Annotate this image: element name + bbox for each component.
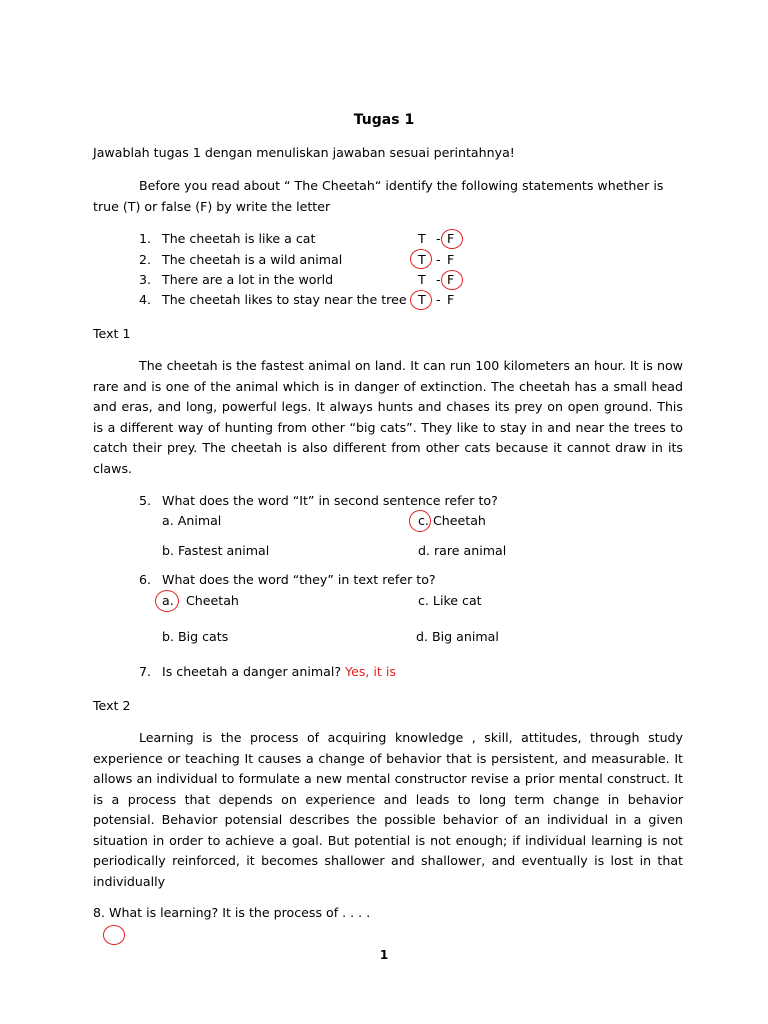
answer-circle-a xyxy=(155,590,179,612)
intro-line-2: true (T) or false (F) by write the letter xyxy=(93,199,331,214)
question-number: 5. xyxy=(139,493,152,508)
true-option: T xyxy=(418,231,426,246)
statement-text: The cheetah likes to stay near the tree xyxy=(162,292,407,307)
dash: - xyxy=(436,252,441,267)
question-7-line xyxy=(162,664,396,680)
false-option: F xyxy=(447,272,455,287)
answer-circle-t xyxy=(410,249,432,269)
dash: - xyxy=(436,231,441,246)
option-a: a. Animal xyxy=(162,513,222,528)
option-d: d. rare animal xyxy=(418,543,507,558)
false-option: F xyxy=(447,252,455,267)
statement-text: The cheetah is like a cat xyxy=(162,231,316,246)
question-6: What does the word “they” in text refer to? xyxy=(162,572,436,587)
false-option: F xyxy=(447,292,455,307)
text1-paragraph-body: The cheetah is the fastest animal on land. It can run 100 kilometers an hour. It is now rare and is one of the animal which is in danger of extinction. The cheetah has a small head and eras, and long, powerful legs. It always hunts and chases its prey on open ground. This is a different way of hunting from other “big cats”. They like to stay in and near the trees to catch their prey. The cheetah is also different from other cats because it cannot draw in its claws. xyxy=(93,358,683,476)
option-c-letter: c. xyxy=(418,513,429,528)
question-7: Is cheetah a danger animal? xyxy=(162,664,342,679)
true-option: T xyxy=(418,272,426,287)
statement-text: There are a lot in the world xyxy=(162,272,334,287)
statement-number: 4. xyxy=(139,292,152,307)
text1-heading: Text 1 xyxy=(93,326,131,341)
answer-circle-f xyxy=(441,229,463,249)
question-number: 6. xyxy=(139,572,152,587)
statement-number: 3. xyxy=(139,272,152,287)
text2-paragraph-body: Learning is the process of acquiring knowledge , skill, attitudes, through study experience or teaching It causes a change of behavior that is persistent, and measurable. It allows an individual to formulate a new mental constructor revise a prior mental construct. It is a process that depends on experience and leads to long term change in behavior potensial. Behavior potensial describes the possible behavior of an individual in a given situation in order to achieve a goal. But potential is not enough; if individual learning is not periodically reinforced, it becomes shallower and shallower, and eventually is lost in that individually xyxy=(93,730,683,889)
answer-7: Yes, it is xyxy=(345,664,396,679)
question-number: 7. xyxy=(139,664,152,679)
answer-circle-t xyxy=(410,290,432,310)
true-option: T xyxy=(418,292,426,307)
text2-paragraph xyxy=(93,728,683,892)
true-option: T xyxy=(418,252,426,267)
statement-number: 1. xyxy=(139,231,152,246)
answer-circle-c xyxy=(409,510,431,532)
text2-heading: Text 2 xyxy=(93,698,131,713)
option-b: b. Big cats xyxy=(162,629,229,644)
question-5: What does the word “It” in second sentence refer to? xyxy=(162,493,498,508)
statement-text: The cheetah is a wild animal xyxy=(162,252,343,267)
question-8: 8. What is learning? It is the process of . . . . xyxy=(93,905,371,920)
statement-number: 2. xyxy=(139,252,152,267)
false-option: F xyxy=(447,231,455,246)
option-a: Cheetah xyxy=(186,593,239,608)
option-c: Cheetah xyxy=(433,513,486,528)
page-number: 1 xyxy=(379,948,389,962)
text1-paragraph xyxy=(93,356,683,479)
instruction: Jawablah tugas 1 dengan menuliskan jawaban sesuai perintahnya! xyxy=(93,145,515,160)
option-b: b. Fastest animal xyxy=(162,543,270,558)
option-d: d. Big animal xyxy=(416,629,499,644)
answer-circle-f xyxy=(441,270,463,290)
dash: - xyxy=(436,292,441,307)
answer-circle-empty xyxy=(103,925,125,945)
dash: - xyxy=(436,272,441,287)
option-c: c. Like cat xyxy=(418,593,482,608)
page-title: Tugas 1 xyxy=(353,112,415,128)
option-a-letter: a. xyxy=(162,593,174,608)
intro-line-1: Before you read about “ The Cheetah“ identify the following statements whether is xyxy=(139,178,664,193)
